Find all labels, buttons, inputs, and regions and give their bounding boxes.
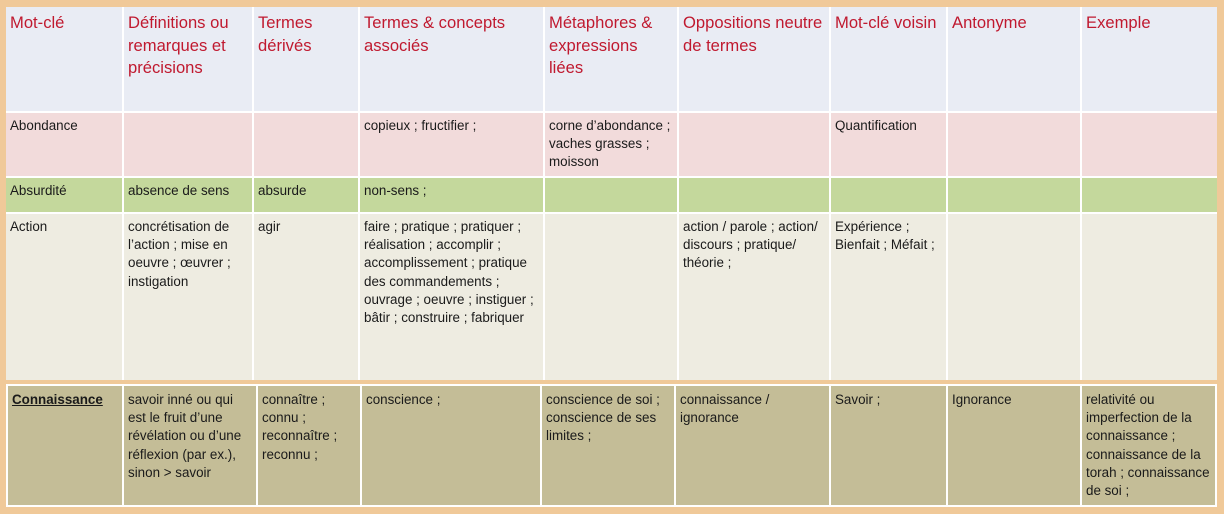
cell-example: relativité ou imperfection de la connaissance ; connaissance de la torah ; connaissance de soi ; xyxy=(1086,392,1210,499)
table-row xyxy=(6,214,1217,380)
cell-keyword xyxy=(8,386,124,505)
cell-example xyxy=(1082,113,1217,176)
cell-example xyxy=(1082,214,1217,380)
cell-metaphors: conscience de soi ; conscience de ses limites ; xyxy=(542,386,676,505)
lexicon-table xyxy=(6,7,1217,507)
cell-neighbor: Quantification xyxy=(831,113,948,176)
cell-definitions: concrétisation de l’action ; mise en oeuvre ; œuvrer ; instigation xyxy=(124,214,254,380)
header-keyword: Mot-clé xyxy=(6,7,124,111)
cell-definitions: savoir inné ou qui est le fruit d’une révélation ou d’une réflexion (par ex.), sinon > savoir xyxy=(124,386,258,505)
cell-neighbor: Savoir ; xyxy=(831,386,948,505)
cell-neighbor xyxy=(831,178,948,212)
cell-derived: connaître ; connu ; reconnaître ; reconnu ; xyxy=(258,386,362,505)
header-metaphors: Métaphores & expressions liées xyxy=(545,7,679,111)
cell-derived: absurde xyxy=(254,178,360,212)
keyword-highlight: Connaissance xyxy=(12,392,103,407)
cell-antonym: Ignorance xyxy=(948,386,1082,505)
cell-associated: copieux ; fructifier ; xyxy=(360,113,545,176)
header-example: Exemple xyxy=(1086,13,1151,32)
cell-metaphors xyxy=(545,214,679,380)
cell-associated: conscience ; xyxy=(362,386,542,505)
cell-oppositions: action / parole ; action/ discours ; pratique/ théorie ; xyxy=(679,214,831,380)
cell-neighbor: Expérience ; Bienfait ; Méfait ; xyxy=(831,214,948,380)
cell-definitions xyxy=(124,113,254,176)
cell-oppositions: connaissance / ignorance xyxy=(676,386,831,505)
cell-antonym xyxy=(948,214,1082,380)
cell-oppositions xyxy=(679,113,831,176)
cell-keyword: Absurdité xyxy=(6,178,124,212)
cell-derived xyxy=(254,113,360,176)
header-associated-terms: Termes & concepts associés xyxy=(360,7,545,111)
cell-antonym xyxy=(948,113,1082,176)
table-header-row xyxy=(6,7,1217,113)
header-derived-terms: Termes dérivés xyxy=(254,7,360,111)
cell-derived: agir xyxy=(254,214,360,380)
table-row xyxy=(6,178,1217,214)
cell-associated: faire ; pratique ; pratiquer ; réalisation ; accomplir ; accomplissement ; pratique des commandements ; ouvrage ; oeuvre ; instiguer ; bâtir ; construire ; fabriquer xyxy=(360,214,545,380)
cell-definitions: absence de sens xyxy=(124,178,254,212)
cell-metaphors: corne d’abondance ; vaches grasses ; moisson xyxy=(545,113,679,176)
header-definitions: Définitions ou remarques et précisions xyxy=(124,7,254,111)
cell-metaphors xyxy=(545,178,679,212)
cell-example xyxy=(1082,178,1217,212)
header-antonym: Antonyme xyxy=(948,7,1082,111)
cell-keyword: Abondance xyxy=(6,113,124,176)
table-row xyxy=(6,384,1217,507)
table-row xyxy=(6,113,1217,178)
cell-associated: non-sens ; xyxy=(360,178,545,212)
header-oppositions: Oppositions neutre de termes xyxy=(679,7,831,111)
cell-oppositions xyxy=(679,178,831,212)
header-neighbor-keyword: Mot-clé voisin xyxy=(831,7,948,111)
cell-antonym xyxy=(948,178,1082,212)
cell-keyword: Action xyxy=(6,214,124,380)
